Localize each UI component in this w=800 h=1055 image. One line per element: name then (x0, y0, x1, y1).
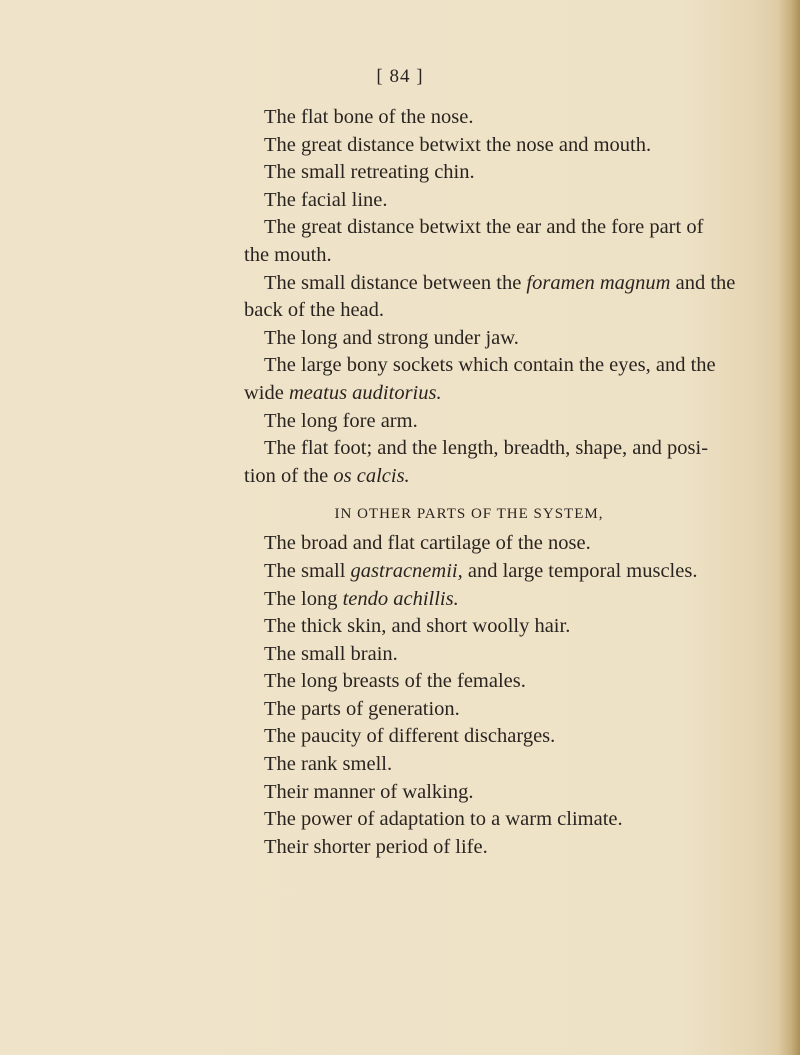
text-line (244, 380, 694, 408)
line-text: The long and strong under jaw. (264, 326, 519, 349)
text-line (244, 435, 709, 463)
characteristics-list-head (244, 104, 736, 490)
line-text: Their shorter period of life. (264, 835, 488, 858)
line-text-after: and the (670, 271, 736, 294)
line-text: The power of adaptation to a warm climate. (264, 808, 623, 831)
line-text: tion of the (244, 464, 334, 487)
line-italic-term: gastracnemii, (350, 559, 463, 582)
text-line (244, 187, 694, 215)
text-line (244, 779, 694, 807)
text-line (244, 613, 694, 641)
text-line (244, 325, 694, 353)
text-line (244, 352, 716, 380)
line-text: back of the head. (244, 299, 385, 322)
text-line (244, 242, 694, 270)
line-text: The parts of generation. (264, 697, 460, 720)
text-line (244, 132, 694, 160)
text-line (244, 668, 694, 696)
text-line (244, 696, 694, 724)
line-text: The broad and flat cartilage of the nose. (264, 532, 591, 555)
page-edge-shadow (778, 0, 800, 1055)
characteristics-list-system (244, 530, 698, 861)
text-line (244, 834, 694, 862)
line-text: Their manner of walking. (264, 780, 474, 803)
text-line (244, 558, 698, 586)
text-line (244, 159, 694, 187)
line-text: The rank smell. (264, 753, 393, 776)
line-text: The long (264, 587, 343, 610)
text-line (244, 104, 694, 132)
line-text: wide (244, 381, 289, 404)
section-heading: IN OTHER PARTS OF THE SYSTEM, (334, 506, 604, 523)
line-text: The facial line. (264, 188, 388, 211)
line-text: The flat bone of the nose. (264, 106, 474, 128)
text-line (244, 408, 694, 436)
line-text: The small retreating chin. (264, 161, 475, 184)
line-text-after: and large temporal muscles. (462, 559, 698, 582)
text-line (244, 723, 694, 751)
line-text: The large bony sockets which contain the eyes, and the (264, 354, 716, 377)
text-line (244, 463, 694, 491)
text-line (244, 270, 736, 298)
line-text: The thick skin, and short woolly hair. (264, 615, 571, 638)
line-italic-term: os calcis. (333, 464, 410, 487)
line-text: The paucity of different discharges. (264, 725, 556, 748)
text-line (244, 751, 694, 779)
line-text: The long breasts of the females. (264, 670, 526, 693)
line-text: The great distance betwixt the ear and the fore part of (264, 216, 704, 239)
line-italic-term: foramen magnum (526, 271, 671, 294)
line-text: The small distance between the (264, 271, 527, 294)
line-text: The long fore arm. (264, 409, 418, 432)
text-line (244, 641, 694, 669)
line-text: The flat foot; and the length, breadth, shape, and posi- (264, 437, 709, 460)
line-text: The small brain. (264, 642, 398, 665)
line-italic-term: tendo achillis. (342, 587, 459, 610)
text-line (244, 214, 704, 242)
text-line (244, 586, 694, 614)
line-text: the mouth. (244, 243, 332, 266)
page-number: [ 84 ] (376, 66, 424, 87)
line-text: The great distance betwixt the nose and mouth. (264, 133, 652, 156)
line-italic-term: meatus auditorius. (288, 381, 442, 404)
text-body (244, 104, 736, 861)
text-line (244, 806, 694, 834)
text-line (244, 297, 694, 325)
text-line (244, 530, 694, 558)
line-text: The small (264, 559, 351, 582)
